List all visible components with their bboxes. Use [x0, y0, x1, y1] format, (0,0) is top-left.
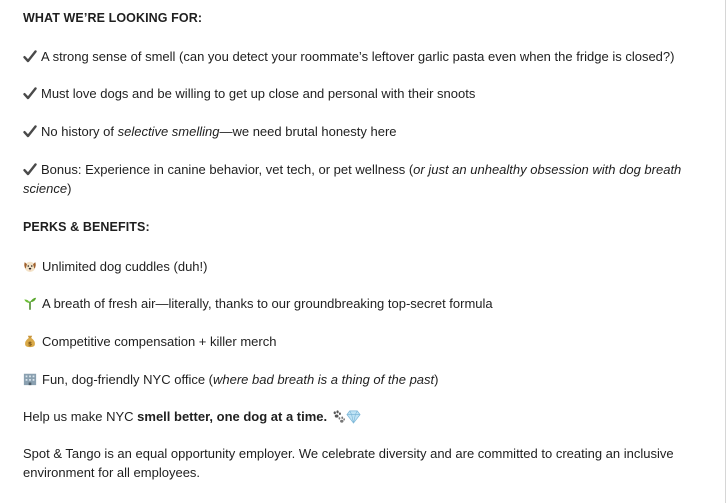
perks-heading: PERKS & BENEFITS: [23, 220, 150, 234]
perks-item-text-em: where bad breath is a thing of the past [213, 372, 435, 387]
looking-for-heading: WHAT WE’RE LOOKING FOR: [23, 11, 203, 25]
looking-for-item-text-em: or just an unhealthy obsession with dog breath science [23, 162, 682, 196]
looking-for-item-honesty [23, 122, 693, 141]
perks-item-cuddles [23, 257, 693, 276]
perks-item-text-post: ) [434, 372, 439, 387]
check-icon [23, 163, 37, 176]
job-description-content [23, 10, 693, 482]
looking-for-item-smell [23, 47, 693, 66]
seedling-icon [23, 296, 37, 310]
cta-strong-text: smell better, one dog at a time. [137, 409, 328, 424]
perks-item-office [23, 370, 693, 389]
perks-item-text: Competitive compensation + killer merch [42, 334, 277, 349]
perks-item-compensation [23, 332, 693, 351]
money-bag-icon [23, 334, 37, 348]
cta-line [23, 407, 693, 426]
perks-item-text: Unlimited dog cuddles (duh!) [42, 259, 208, 274]
looking-for-item-dogs [23, 84, 693, 103]
cta-text: Help us make NYC [23, 409, 138, 424]
looking-for-item-text-pre: No history of [41, 124, 118, 139]
svg-text:$: $ [27, 340, 33, 348]
looking-for-item-text-post: ) [67, 181, 72, 196]
office-building-icon [23, 372, 37, 386]
check-icon [23, 125, 37, 138]
paw-prints-icon [331, 409, 346, 424]
looking-for-item-text: Must love dogs and be willing to get up close and personal with their snoots [41, 86, 476, 101]
looking-for-item-bonus [23, 160, 693, 198]
eeo-statement: Spot & Tango is an equal opportunity employer. We celebrate diversity and are committed to creating an inclusive environment for all employees. [23, 446, 674, 480]
perks-item-text: A breath of fresh air—literally, thanks to our groundbreaking top-secret formula [42, 296, 493, 311]
check-icon [23, 87, 37, 100]
check-icon [23, 50, 37, 63]
dog-face-icon [23, 259, 37, 273]
looking-for-item-text-em: selective smelling [117, 124, 220, 139]
perks-item-text-pre: Fun, dog-friendly NYC office ( [42, 372, 213, 387]
looking-for-item-text: A strong sense of smell (can you detect your roommate’s leftover garlic pasta even when the fridge is closed?) [41, 49, 675, 64]
gem-icon [346, 409, 361, 424]
perks-item-fresh-air [23, 294, 693, 313]
looking-for-item-text-post: —we need brutal honesty here [219, 124, 397, 139]
looking-for-item-text-pre: Bonus: Experience in canine behavior, vet tech, or pet wellness ( [41, 162, 414, 177]
